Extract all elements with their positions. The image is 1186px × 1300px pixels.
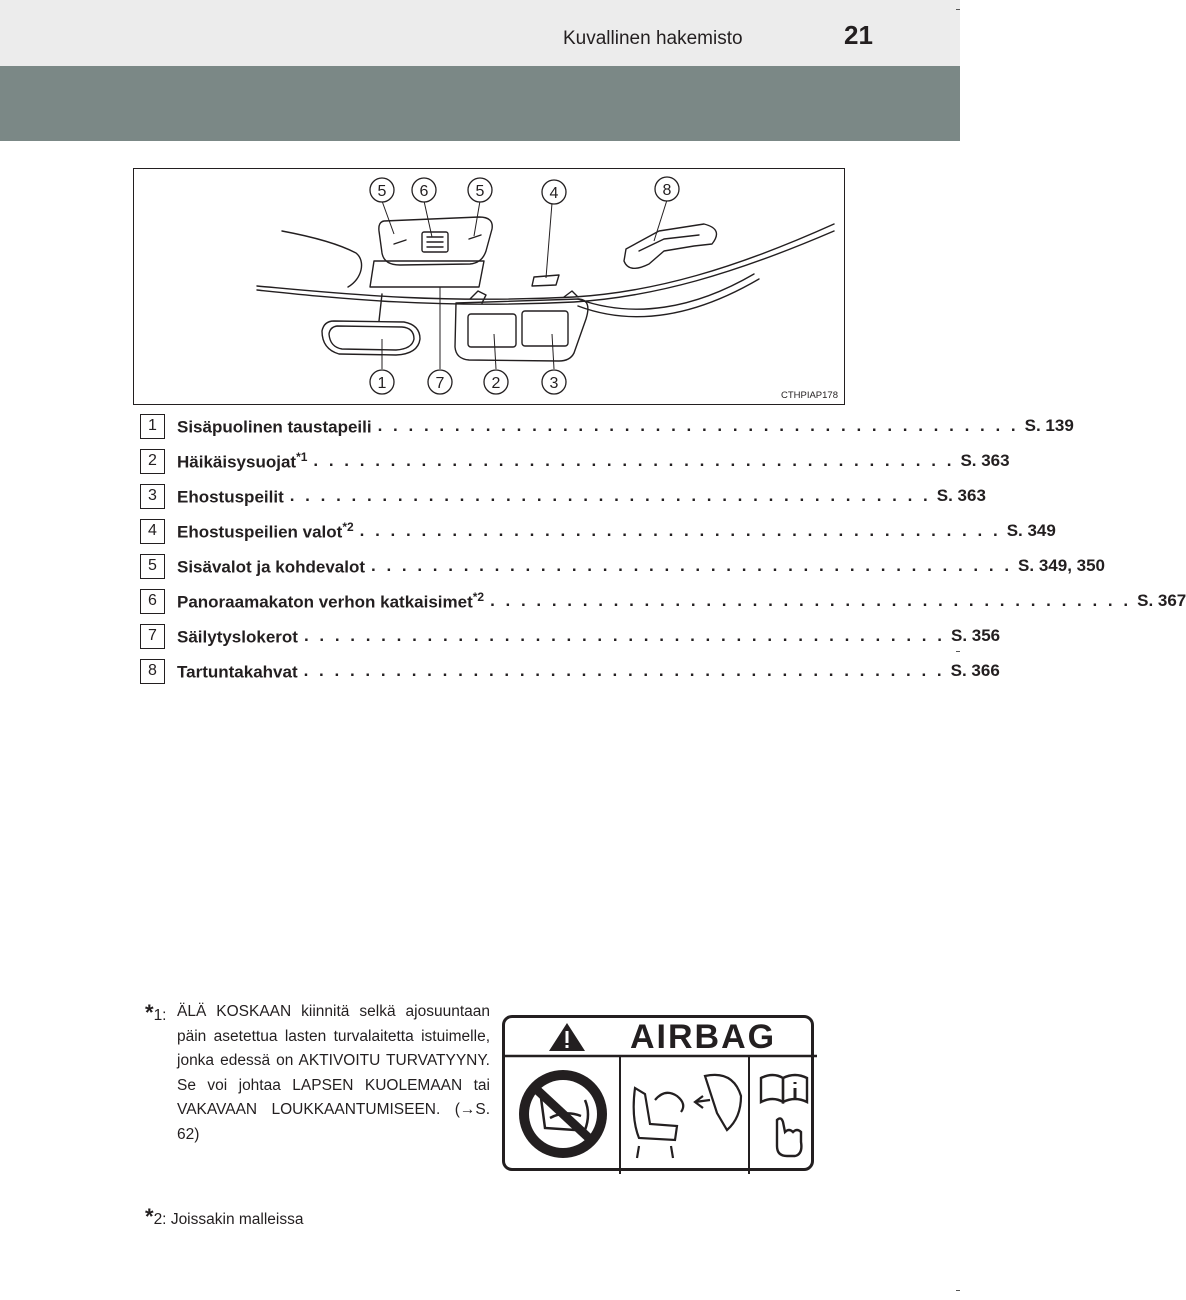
page-reference[interactable]: S. 139	[1024, 416, 1074, 435]
callout-5: 5	[377, 183, 387, 200]
item-label: Panoraamakaton verhon katkaisimet$^{*2}$	[177, 589, 485, 612]
dot-leader: . . . . . . . . . . . . . . . . . . . . . . . . . . . . . . . . . . . . . . . . . .	[359, 521, 1001, 540]
overhead-console-illustration	[134, 169, 844, 404]
index-row	[140, 621, 1001, 651]
dot-leader: . . . . . . . . . . . . . . . . . . . . . . . . . . . . . . . . . . . . . . . . . .	[490, 591, 1132, 610]
index-row	[140, 516, 1056, 546]
airbag-warning-label	[502, 1015, 814, 1171]
index-row	[140, 481, 986, 511]
index-row	[140, 586, 1186, 616]
crop-mark	[956, 9, 960, 10]
dot-leader: . . . . . . . . . . . . . . . . . . . . . . . . . . . . . . . . . . . . . . . . . .	[371, 556, 1013, 575]
warning-triangle-icon	[549, 1023, 585, 1051]
item-number: 3	[140, 484, 165, 509]
callout-8: 8	[662, 182, 672, 199]
item-number: 8	[140, 659, 165, 684]
item-label: Häikäisysuojat$^{*1}$	[177, 449, 308, 472]
page-reference[interactable]: S. 366	[950, 661, 1000, 680]
page-number: 21	[844, 20, 873, 50]
header-strip	[0, 0, 960, 66]
index-row	[140, 656, 1000, 686]
index-row	[140, 411, 1074, 441]
page-reference[interactable]: S. 349, 350	[1018, 556, 1106, 575]
footnote-text: Joissakin malleissa	[170, 1211, 304, 1228]
index-row	[140, 446, 1010, 476]
callout-4: 4	[549, 185, 559, 202]
airbag-title: AIRBAG	[630, 1018, 777, 1056]
read-manual-icon	[761, 1075, 807, 1156]
index-row	[140, 551, 1106, 581]
figure-code: CTHPIAP178	[780, 390, 838, 401]
page-reference[interactable]: S. 356	[950, 626, 1001, 645]
page-reference[interactable]: S. 363	[960, 451, 1010, 470]
item-number: 2	[140, 449, 165, 474]
page-reference[interactable]: S. 363	[936, 486, 986, 505]
callout-7: 7	[435, 375, 445, 392]
dot-leader: . . . . . . . . . . . . . . . . . . . . . . . . . . . . . . . . . . . . . . . . . .	[303, 626, 945, 645]
section-title: Kuvallinen hakemisto	[563, 28, 743, 49]
footnote-text: ÄLÄ KOSKAAN kiinnitä selkä ajosuuntaan päin asetettua lasten turvalaitetta istuimelle, jonka edessä on AKTIVOITU TURVATYYNY. Se voi johtaa LAPSEN KUOLEMAAN tai VAKAVAAN LOUKKAANTUMISEEN. (→S. 62)	[177, 1003, 490, 1143]
callout-5: 5	[475, 183, 485, 200]
page-reference[interactable]: S. 367	[1137, 591, 1186, 610]
item-label: Sisäpuolinen taustapeili	[177, 417, 372, 437]
callout-3: 3	[549, 375, 559, 392]
callout-6: 6	[419, 183, 429, 200]
page-reference[interactable]: S. 349	[1006, 521, 1056, 540]
item-label: Ehostuspeilien valot$^{*2}$	[177, 519, 354, 542]
no-rear-facing-child-seat-icon	[519, 1070, 607, 1158]
item-label: Sisävalot ja kohdevalot	[177, 557, 366, 577]
item-number: 4	[140, 519, 165, 544]
header-band	[0, 66, 960, 141]
callout-2: 2	[491, 375, 501, 392]
dot-leader: . . . . . . . . . . . . . . . . . . . . . . . . . . . . . . . . . . . . . . . . . .	[313, 451, 955, 470]
crop-mark	[956, 651, 960, 652]
item-number: 1	[140, 414, 165, 439]
dot-leader: . . . . . . . . . . . . . . . . . . . . . . . . . . . . . . . . . . . . . . . . . .	[303, 661, 945, 680]
item-label: Ehostuspeilit	[177, 487, 284, 507]
dot-leader: . . . . . . . . . . . . . . . . . . . . . . . . . . . . . . . . . . . . . . . . . .	[377, 416, 1019, 435]
footnote-marker: 2:	[153, 1211, 167, 1228]
footnote-marker: *1:	[145, 1000, 167, 1025]
airbag-deploy-icon	[634, 1075, 741, 1158]
interior-overhead-figure	[133, 168, 845, 405]
item-label: Säilytyslokerot	[177, 627, 298, 647]
item-label: Tartuntakahvat	[177, 662, 298, 682]
item-number: 7	[140, 624, 165, 649]
callout-1: 1	[377, 375, 387, 392]
item-number: 6	[140, 589, 165, 614]
item-number: 5	[140, 554, 165, 579]
footnote-1	[145, 1000, 490, 1147]
footnote-2: *2: Joissakin malleissa	[145, 1204, 304, 1229]
crop-mark	[956, 1290, 960, 1291]
dot-leader: . . . . . . . . . . . . . . . . . . . . . . . . . . . . . . . . . . . . . . . . . .	[289, 486, 931, 505]
